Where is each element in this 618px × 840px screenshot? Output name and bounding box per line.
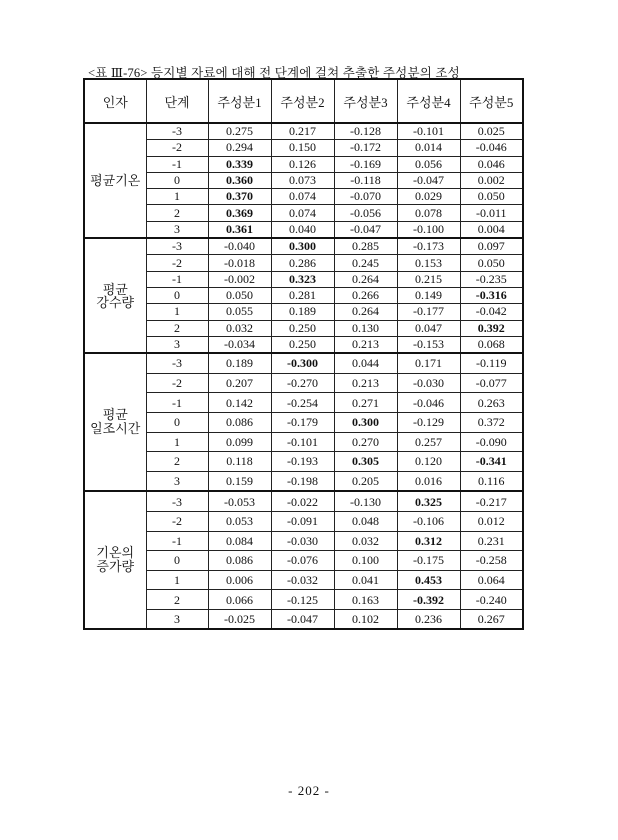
value-cell: 0.040 bbox=[271, 221, 334, 238]
value-cell: 0.055 bbox=[208, 304, 271, 320]
value-cell: 0.257 bbox=[397, 432, 460, 452]
value-cell: 0.012 bbox=[460, 511, 523, 531]
value-cell: 0.300 bbox=[334, 412, 397, 432]
value-cell: -0.076 bbox=[271, 551, 334, 571]
value-cell: 0.360 bbox=[208, 172, 271, 188]
value-cell: 0.213 bbox=[334, 373, 397, 393]
value-cell: 0.116 bbox=[460, 471, 523, 491]
value-cell: 0.372 bbox=[460, 412, 523, 432]
value-cell: -0.254 bbox=[271, 393, 334, 413]
value-cell: 0.126 bbox=[271, 156, 334, 172]
step-cell: -3 bbox=[146, 353, 208, 373]
value-cell: -0.018 bbox=[208, 255, 271, 271]
value-cell: -0.011 bbox=[460, 205, 523, 221]
table-row bbox=[84, 590, 523, 610]
value-cell: 0.097 bbox=[460, 238, 523, 255]
value-cell: 0.047 bbox=[397, 320, 460, 336]
value-cell: -0.235 bbox=[460, 271, 523, 287]
step-cell: 2 bbox=[146, 590, 208, 610]
table-row bbox=[84, 432, 523, 452]
value-cell: 0.285 bbox=[334, 238, 397, 255]
step-cell: 3 bbox=[146, 471, 208, 491]
value-cell: 0.267 bbox=[460, 609, 523, 629]
value-cell: 0.050 bbox=[460, 189, 523, 205]
value-cell: 0.100 bbox=[334, 551, 397, 571]
value-cell: -0.101 bbox=[271, 432, 334, 452]
value-cell: -0.056 bbox=[334, 205, 397, 221]
value-cell: 0.271 bbox=[334, 393, 397, 413]
step-cell: 2 bbox=[146, 320, 208, 336]
table-row bbox=[84, 123, 523, 140]
factor-cell: 평균기온 bbox=[84, 123, 146, 238]
value-cell: 0.369 bbox=[208, 205, 271, 221]
table-row bbox=[84, 511, 523, 531]
value-cell: 0.207 bbox=[208, 373, 271, 393]
page-number: - 202 - bbox=[288, 783, 330, 798]
value-cell: 0.068 bbox=[460, 336, 523, 353]
table-row bbox=[84, 393, 523, 413]
value-cell: 0.263 bbox=[460, 393, 523, 413]
value-cell: 0.370 bbox=[208, 189, 271, 205]
value-cell: 0.066 bbox=[208, 590, 271, 610]
step-cell: 1 bbox=[146, 304, 208, 320]
table-row bbox=[84, 452, 523, 472]
value-cell: 0.231 bbox=[460, 531, 523, 551]
value-cell: 0.163 bbox=[334, 590, 397, 610]
header-pc1: 주성분1 bbox=[208, 79, 271, 123]
header-pc5: 주성분5 bbox=[460, 79, 523, 123]
value-cell: 0.046 bbox=[460, 156, 523, 172]
value-cell: 0.171 bbox=[397, 353, 460, 373]
value-cell: -0.130 bbox=[334, 491, 397, 511]
value-cell: 0.025 bbox=[460, 123, 523, 140]
value-cell: 0.130 bbox=[334, 320, 397, 336]
value-cell: 0.050 bbox=[208, 287, 271, 303]
value-cell: 0.250 bbox=[271, 320, 334, 336]
factor-cell: 평균 일조시간 bbox=[84, 353, 146, 491]
value-cell: -0.129 bbox=[397, 412, 460, 432]
value-cell: 0.016 bbox=[397, 471, 460, 491]
value-cell: -0.032 bbox=[271, 570, 334, 590]
value-cell: 0.142 bbox=[208, 393, 271, 413]
table-row bbox=[84, 491, 523, 511]
header-pc3: 주성분3 bbox=[334, 79, 397, 123]
principal-components-table bbox=[83, 78, 524, 630]
value-cell: 0.305 bbox=[334, 452, 397, 472]
header-pc2: 주성분2 bbox=[271, 79, 334, 123]
value-cell: 0.004 bbox=[460, 221, 523, 238]
value-cell: 0.086 bbox=[208, 412, 271, 432]
value-cell: -0.125 bbox=[271, 590, 334, 610]
table-row bbox=[84, 140, 523, 156]
value-cell: -0.217 bbox=[460, 491, 523, 511]
table-row bbox=[84, 336, 523, 353]
table-caption: <표 Ⅲ-76> 등지별 자료에 대해 전 단계에 걸쳐 추출한 주성분의 조성 bbox=[88, 66, 460, 80]
value-cell: 0.074 bbox=[271, 205, 334, 221]
step-cell: -1 bbox=[146, 393, 208, 413]
table-row bbox=[84, 205, 523, 221]
value-cell: -0.030 bbox=[397, 373, 460, 393]
step-cell: -2 bbox=[146, 255, 208, 271]
table-row bbox=[84, 412, 523, 432]
value-cell: 0.041 bbox=[334, 570, 397, 590]
step-cell: -1 bbox=[146, 156, 208, 172]
step-cell: 0 bbox=[146, 172, 208, 188]
table-row bbox=[84, 172, 523, 188]
factor-cell: 기온의 증가량 bbox=[84, 491, 146, 629]
header-pc4: 주성분4 bbox=[397, 79, 460, 123]
table-row bbox=[84, 238, 523, 255]
value-cell: 0.300 bbox=[271, 238, 334, 255]
value-cell: 0.074 bbox=[271, 189, 334, 205]
table-row bbox=[84, 304, 523, 320]
value-cell: 0.118 bbox=[208, 452, 271, 472]
value-cell: -0.179 bbox=[271, 412, 334, 432]
value-cell: 0.086 bbox=[208, 551, 271, 571]
value-cell: -0.090 bbox=[460, 432, 523, 452]
step-cell: 0 bbox=[146, 412, 208, 432]
value-cell: 0.286 bbox=[271, 255, 334, 271]
value-cell: 0.048 bbox=[334, 511, 397, 531]
value-cell: -0.316 bbox=[460, 287, 523, 303]
value-cell: 0.006 bbox=[208, 570, 271, 590]
table-row bbox=[84, 255, 523, 271]
value-cell: -0.046 bbox=[397, 393, 460, 413]
table-row bbox=[84, 156, 523, 172]
value-cell: 0.189 bbox=[271, 304, 334, 320]
value-cell: -0.053 bbox=[208, 491, 271, 511]
value-cell: -0.119 bbox=[460, 353, 523, 373]
table-row bbox=[84, 221, 523, 238]
value-cell: -0.022 bbox=[271, 491, 334, 511]
table-row bbox=[84, 189, 523, 205]
step-cell: 3 bbox=[146, 221, 208, 238]
step-cell: -3 bbox=[146, 238, 208, 255]
value-cell: -0.300 bbox=[271, 353, 334, 373]
header-factor: 인자 bbox=[84, 79, 146, 123]
table-row bbox=[84, 320, 523, 336]
value-cell: 0.281 bbox=[271, 287, 334, 303]
value-cell: -0.025 bbox=[208, 609, 271, 629]
value-cell: 0.339 bbox=[208, 156, 271, 172]
value-cell: 0.014 bbox=[397, 140, 460, 156]
value-cell: 0.205 bbox=[334, 471, 397, 491]
value-cell: -0.177 bbox=[397, 304, 460, 320]
value-cell: -0.106 bbox=[397, 511, 460, 531]
step-cell: -1 bbox=[146, 531, 208, 551]
step-cell: -3 bbox=[146, 491, 208, 511]
value-cell: 0.392 bbox=[460, 320, 523, 336]
table-row bbox=[84, 471, 523, 491]
value-cell: 0.149 bbox=[397, 287, 460, 303]
step-cell: 1 bbox=[146, 570, 208, 590]
value-cell: 0.323 bbox=[271, 271, 334, 287]
value-cell: 0.029 bbox=[397, 189, 460, 205]
value-cell: 0.250 bbox=[271, 336, 334, 353]
value-cell: 0.053 bbox=[208, 511, 271, 531]
value-cell: -0.270 bbox=[271, 373, 334, 393]
value-cell: 0.002 bbox=[460, 172, 523, 188]
value-cell: 0.050 bbox=[460, 255, 523, 271]
value-cell: 0.264 bbox=[334, 271, 397, 287]
value-cell: -0.047 bbox=[271, 609, 334, 629]
value-cell: 0.312 bbox=[397, 531, 460, 551]
table-row bbox=[84, 353, 523, 373]
value-cell: 0.453 bbox=[397, 570, 460, 590]
value-cell: -0.040 bbox=[208, 238, 271, 255]
value-cell: 0.056 bbox=[397, 156, 460, 172]
table-row bbox=[84, 271, 523, 287]
value-cell: -0.047 bbox=[397, 172, 460, 188]
step-cell: 2 bbox=[146, 205, 208, 221]
value-cell: 0.215 bbox=[397, 271, 460, 287]
step-cell: 2 bbox=[146, 452, 208, 472]
value-cell: 0.325 bbox=[397, 491, 460, 511]
value-cell: 0.236 bbox=[397, 609, 460, 629]
table-body bbox=[84, 123, 523, 629]
factor-cell: 평균 강수량 bbox=[84, 238, 146, 353]
step-cell: -2 bbox=[146, 511, 208, 531]
table-row bbox=[84, 531, 523, 551]
value-cell: -0.240 bbox=[460, 590, 523, 610]
value-cell: 0.153 bbox=[397, 255, 460, 271]
value-cell: -0.258 bbox=[460, 551, 523, 571]
value-cell: -0.101 bbox=[397, 123, 460, 140]
table-row bbox=[84, 373, 523, 393]
step-cell: 0 bbox=[146, 287, 208, 303]
table-header-row bbox=[84, 79, 523, 123]
value-cell: 0.264 bbox=[334, 304, 397, 320]
value-cell: 0.073 bbox=[271, 172, 334, 188]
value-cell: -0.100 bbox=[397, 221, 460, 238]
value-cell: -0.173 bbox=[397, 238, 460, 255]
table-row bbox=[84, 570, 523, 590]
value-cell: -0.169 bbox=[334, 156, 397, 172]
value-cell: -0.046 bbox=[460, 140, 523, 156]
value-cell: 0.275 bbox=[208, 123, 271, 140]
value-cell: 0.032 bbox=[334, 531, 397, 551]
value-cell: -0.128 bbox=[334, 123, 397, 140]
table-row bbox=[84, 287, 523, 303]
value-cell: 0.213 bbox=[334, 336, 397, 353]
value-cell: -0.172 bbox=[334, 140, 397, 156]
step-cell: -2 bbox=[146, 373, 208, 393]
value-cell: -0.002 bbox=[208, 271, 271, 287]
value-cell: 0.078 bbox=[397, 205, 460, 221]
value-cell: -0.198 bbox=[271, 471, 334, 491]
value-cell: -0.047 bbox=[334, 221, 397, 238]
value-cell: 0.102 bbox=[334, 609, 397, 629]
table-row bbox=[84, 609, 523, 629]
value-cell: 0.245 bbox=[334, 255, 397, 271]
value-cell: -0.118 bbox=[334, 172, 397, 188]
value-cell: -0.341 bbox=[460, 452, 523, 472]
value-cell: 0.294 bbox=[208, 140, 271, 156]
value-cell: -0.042 bbox=[460, 304, 523, 320]
value-cell: 0.361 bbox=[208, 221, 271, 238]
step-cell: 1 bbox=[146, 189, 208, 205]
value-cell: -0.193 bbox=[271, 452, 334, 472]
value-cell: -0.034 bbox=[208, 336, 271, 353]
value-cell: 0.189 bbox=[208, 353, 271, 373]
step-cell: 3 bbox=[146, 336, 208, 353]
value-cell: -0.175 bbox=[397, 551, 460, 571]
value-cell: -0.091 bbox=[271, 511, 334, 531]
value-cell: 0.064 bbox=[460, 570, 523, 590]
step-cell: -2 bbox=[146, 140, 208, 156]
value-cell: 0.099 bbox=[208, 432, 271, 452]
value-cell: 0.150 bbox=[271, 140, 334, 156]
table-row bbox=[84, 551, 523, 571]
value-cell: 0.159 bbox=[208, 471, 271, 491]
step-cell: 0 bbox=[146, 551, 208, 571]
value-cell: 0.032 bbox=[208, 320, 271, 336]
value-cell: 0.084 bbox=[208, 531, 271, 551]
value-cell: 0.044 bbox=[334, 353, 397, 373]
value-cell: 0.266 bbox=[334, 287, 397, 303]
header-step: 단계 bbox=[146, 79, 208, 123]
value-cell: -0.030 bbox=[271, 531, 334, 551]
value-cell: 0.270 bbox=[334, 432, 397, 452]
value-cell: 0.217 bbox=[271, 123, 334, 140]
value-cell: -0.153 bbox=[397, 336, 460, 353]
value-cell: -0.070 bbox=[334, 189, 397, 205]
step-cell: -3 bbox=[146, 123, 208, 140]
step-cell: -1 bbox=[146, 271, 208, 287]
value-cell: -0.077 bbox=[460, 373, 523, 393]
step-cell: 1 bbox=[146, 432, 208, 452]
value-cell: -0.392 bbox=[397, 590, 460, 610]
step-cell: 3 bbox=[146, 609, 208, 629]
value-cell: 0.120 bbox=[397, 452, 460, 472]
